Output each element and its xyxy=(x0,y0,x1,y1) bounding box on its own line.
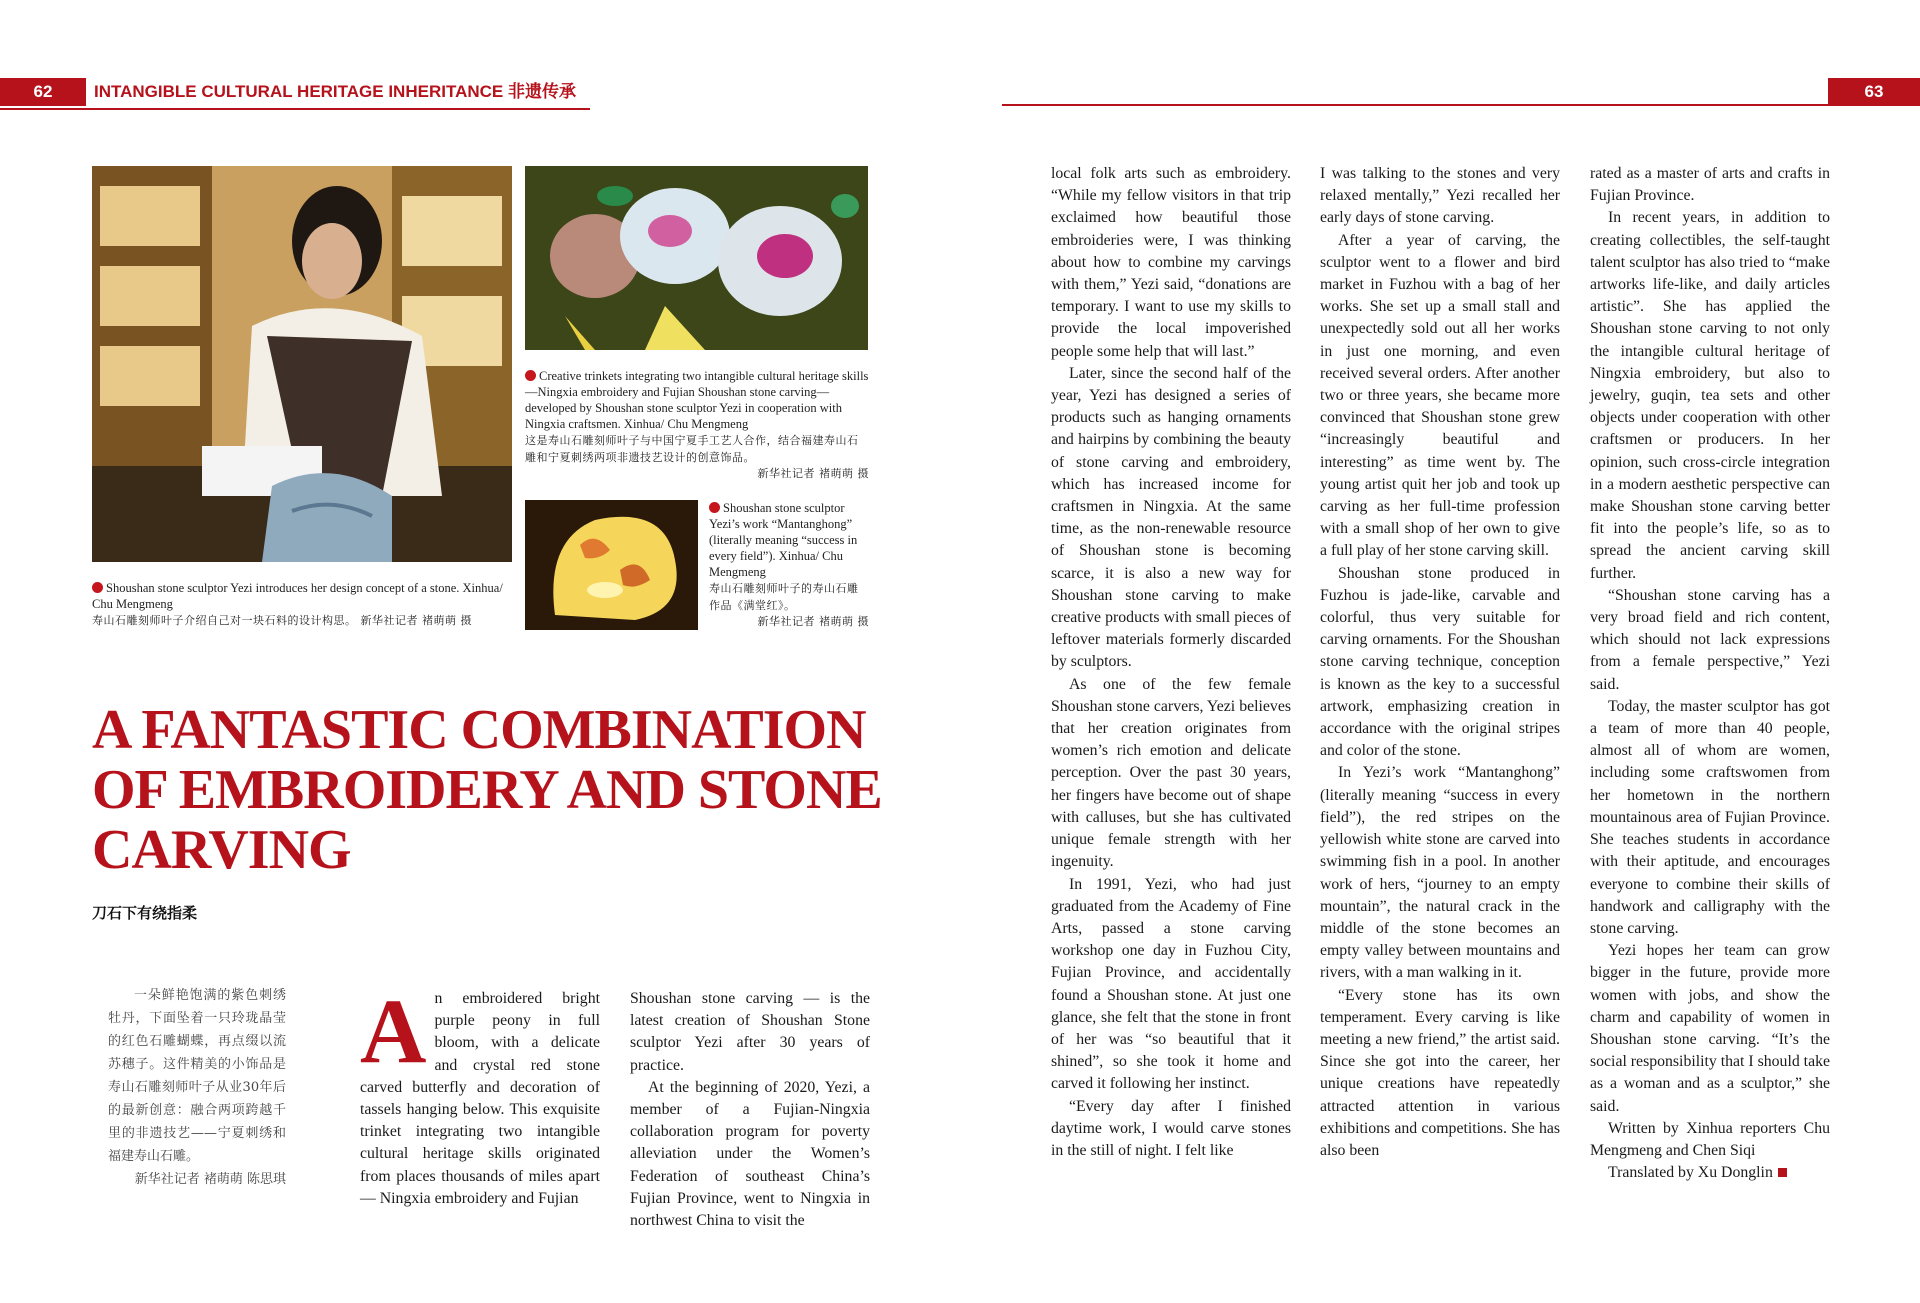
section-title: INTANGIBLE CULTURAL HERITAGE INHERITANCE 非遗传承 xyxy=(94,82,576,101)
body-column-1: An embroidered bright purple peony in full bloom, with a delicate and crystal red stone carved butterfly and decoration of tassels hanging below. This exquisite trinket integrating two intangible cultural heritage skills originated from places thousands of miles apart — Ningxia embroidery and Fujian xyxy=(360,980,600,1207)
body-column-4: I was talking to the stones and very relaxed mentally,” Yezi recalled her early days of stone carving. After a year of carving, the sculptor went to a flower and bird market in Fuzhou with a bag of her works. She set up a small stall and unexpectedly sold out all her works in just one morning, and even received several orders. After another two or three years, she became more convinced that Shoushan stone grew “increasingly beautiful and interesting” as time went by. The young artist quit her job and took up carving as her full-time profession with a small shop of her own to give a full play of her stone carving skill. Shoushan stone produced in Fuzhou is jade-like, carvable and colorful, thus very suitable for carving ornaments. For the Shoushan stone carving technique, conception is known as the key to a successful artwork, emphasizing creation in accordance with the original stripes and color of the stone. In Yezi’s work “Mantanghong” (literally meaning “success in every field”), the red stripes on the yellowish white stone are carved into swimming fish in a pool. In another work of hers, “journey to an empty mountain”, the natural crack in the middle of the stone becomes an empty valley between mountains and rivers, with a man walking in it. “Every stone has its own temperament. Every carving is like meeting a new friend,” the artist said. Since she got into the career, her unique creations have repeatedly attracted attention in various exhibitions and competitions. She has also been xyxy=(1320,165,1560,1159)
body-column-5: rated as a master of arts and crafts in Fujian Province. In recent years, in addition to creating collectibles, the self-taught talent sculptor has also tried to “make artworks life-like, and daily articles artistic”. She has applied the Shoushan stone carving to not only the intangible cultural heritage of Ningxia embroidery, but also to jewelry, guqin, tea sets and other objects under cooperation with other craftsmen or producers. In her opinion, such cross-circle integration in a modern aesthetic perspective can make Shoushan stone carving better fit into the people’s life, so as to spread the ancient carving skill further. “Shoushan stone carving has a very broad field and rich content, which should not lack expressions from a female perspective,” Yezi said. Today, the master sculptor has got a team of more than 40 people, almost all of whom are women, including some craftswomen from her hometown in the northern mountainous area of Fujian Province. She teaches students in accordance with their aptitude, and encourages everyone to combine their skills of handwork and calligraphy with the stone carving. Yezi hopes her team can grow bigger in the future, provide more women with jobs, and show the charm and capability of women in Shoushan stone carving. “It’s the social responsibility that I should take as a woman and as a sculptor,” she said. Written by Xinhua reporters Chu Mengmeng and Chen Siqi Translated by Xu Donglin xyxy=(1590,163,1830,1184)
caption-bullet-icon xyxy=(92,582,103,593)
byline-written: Written by Xinhua reporters Chu Mengmeng and Chen Siqi xyxy=(1590,1119,1830,1159)
caption-photo1: Shoushan stone sculptor Yezi introduces her design concept of a stone. Xinhua/ Chu Mengmeng 寿山石雕刻师叶子介绍自己对一块石料的设计构思。 新华社记者 褚萌萌 摄 xyxy=(92,581,503,627)
caption-photo3: Shoushan stone sculptor Yezi’s work “Mantanghong” (literally meaning “success in every field”). Xinhua/ Chu Mengmeng 寿山石雕刻师叶子的寿山石雕作品《满堂红》。 新华社记者 褚萌萌 摄 xyxy=(709,501,869,628)
caption-bullet-icon xyxy=(525,370,536,381)
photo-trinkets xyxy=(525,166,868,350)
photo-mantanghong xyxy=(525,500,698,630)
caption-bullet-icon xyxy=(709,502,720,513)
caption-photo2: Creative trinkets integrating two intangible cultural heritage skills—Ningxia embroidery and Fujian Shoushan stone carving—developed by Shoushan stone sculptor Yezi in cooperation with Ningxia craftsmen. Xinhua/ Chu Mengmeng 这是寿山石雕刻师叶子与中国宁夏手工艺人合作，结合福建寿山石雕和宁夏刺绣两项非遗技艺设计的创意饰品。 新华社记者 褚萌萌 摄 xyxy=(525,369,869,480)
left-page-number: 62 xyxy=(0,78,86,106)
right-header-rule xyxy=(1002,104,1828,106)
body-column-3: local folk arts such as embroidery. “While my fellow visitors in that trip exclaimed how beautiful those embroideries were, I was thinking about how to combine my carvings with them,” Yezi said, “donations are temporary. I want to use my skills to provide the local impoverished people some help that will last.” Later, since the second half of the year, Yezi has designed a series of products such as hanging ornaments and hairpins by combining the beauty of stone carving and embroidery, which has increased income for craftsmen in Ningxia. At the same time, as the non-renewable resource of Shoushan stone is becoming scarce, it is also a new way for Shoushan stone carving to make creative products with small pieces of leftover materials formerly discarded by sculptors. As one of the few female Shoushan stone carvers, Yezi believes that her creation originates from women’s rich emotion and delicate perception. Over the past 30 years, her fingers have become out of shape with calluses, but she has cultivated unique female strength with her ingenuity. In 1991, Yezi, who had just graduated from the Academy of Fine Arts, passed a stone carving workshop one day in Fuzhou City, Fujian Province, and accidentally found a Shoushan stone. At just one glance, she felt that the stone in front of her was “so beautiful that it shined”, so she took it home and carved it following her instinct. “Every day after I finished daytime work, I would carve stones in the still of night. I felt like xyxy=(1051,165,1291,1159)
article-title: A FANTASTIC COMBINATION OF EMBROIDERY AND STONE CARVING xyxy=(92,699,882,881)
body-column-2: Shoushan stone carving — is the latest creation of Shoushan Stone sculptor Yezi after 30 years of practice. At the beginning of 2020, Yezi, a member of a Fujian-Ningxia collaboration program for poverty alleviation under the Women’s Federation of southeast China’s Fujian Province, went to Ningxia in northwest China to visit the xyxy=(630,990,870,1230)
photo-sculptor-at-work xyxy=(92,166,512,562)
drop-cap: A xyxy=(360,980,427,1082)
chinese-intro: 一朵鲜艳饱满的紫色刺绣牡丹，下面坠着一只玲珑晶莹的红色石雕蝴蝶，再点缀以流苏穗子。这件精美的小饰品是寿山石雕刻师叶子从业30年后的最新创意：融合两项跨越千里的非遗技艺——宁夏刺绣和福建寿山石雕。 新华社记者 褚萌萌 陈思琪 xyxy=(108,988,286,1187)
byline-translated: Translated by Xu Donglin xyxy=(1590,1162,1830,1184)
right-page-number: 63 xyxy=(1828,78,1920,106)
article-subtitle: 刀石下有绕指柔 xyxy=(92,904,198,922)
left-page-header xyxy=(0,78,590,110)
end-mark-icon xyxy=(1778,1168,1787,1177)
